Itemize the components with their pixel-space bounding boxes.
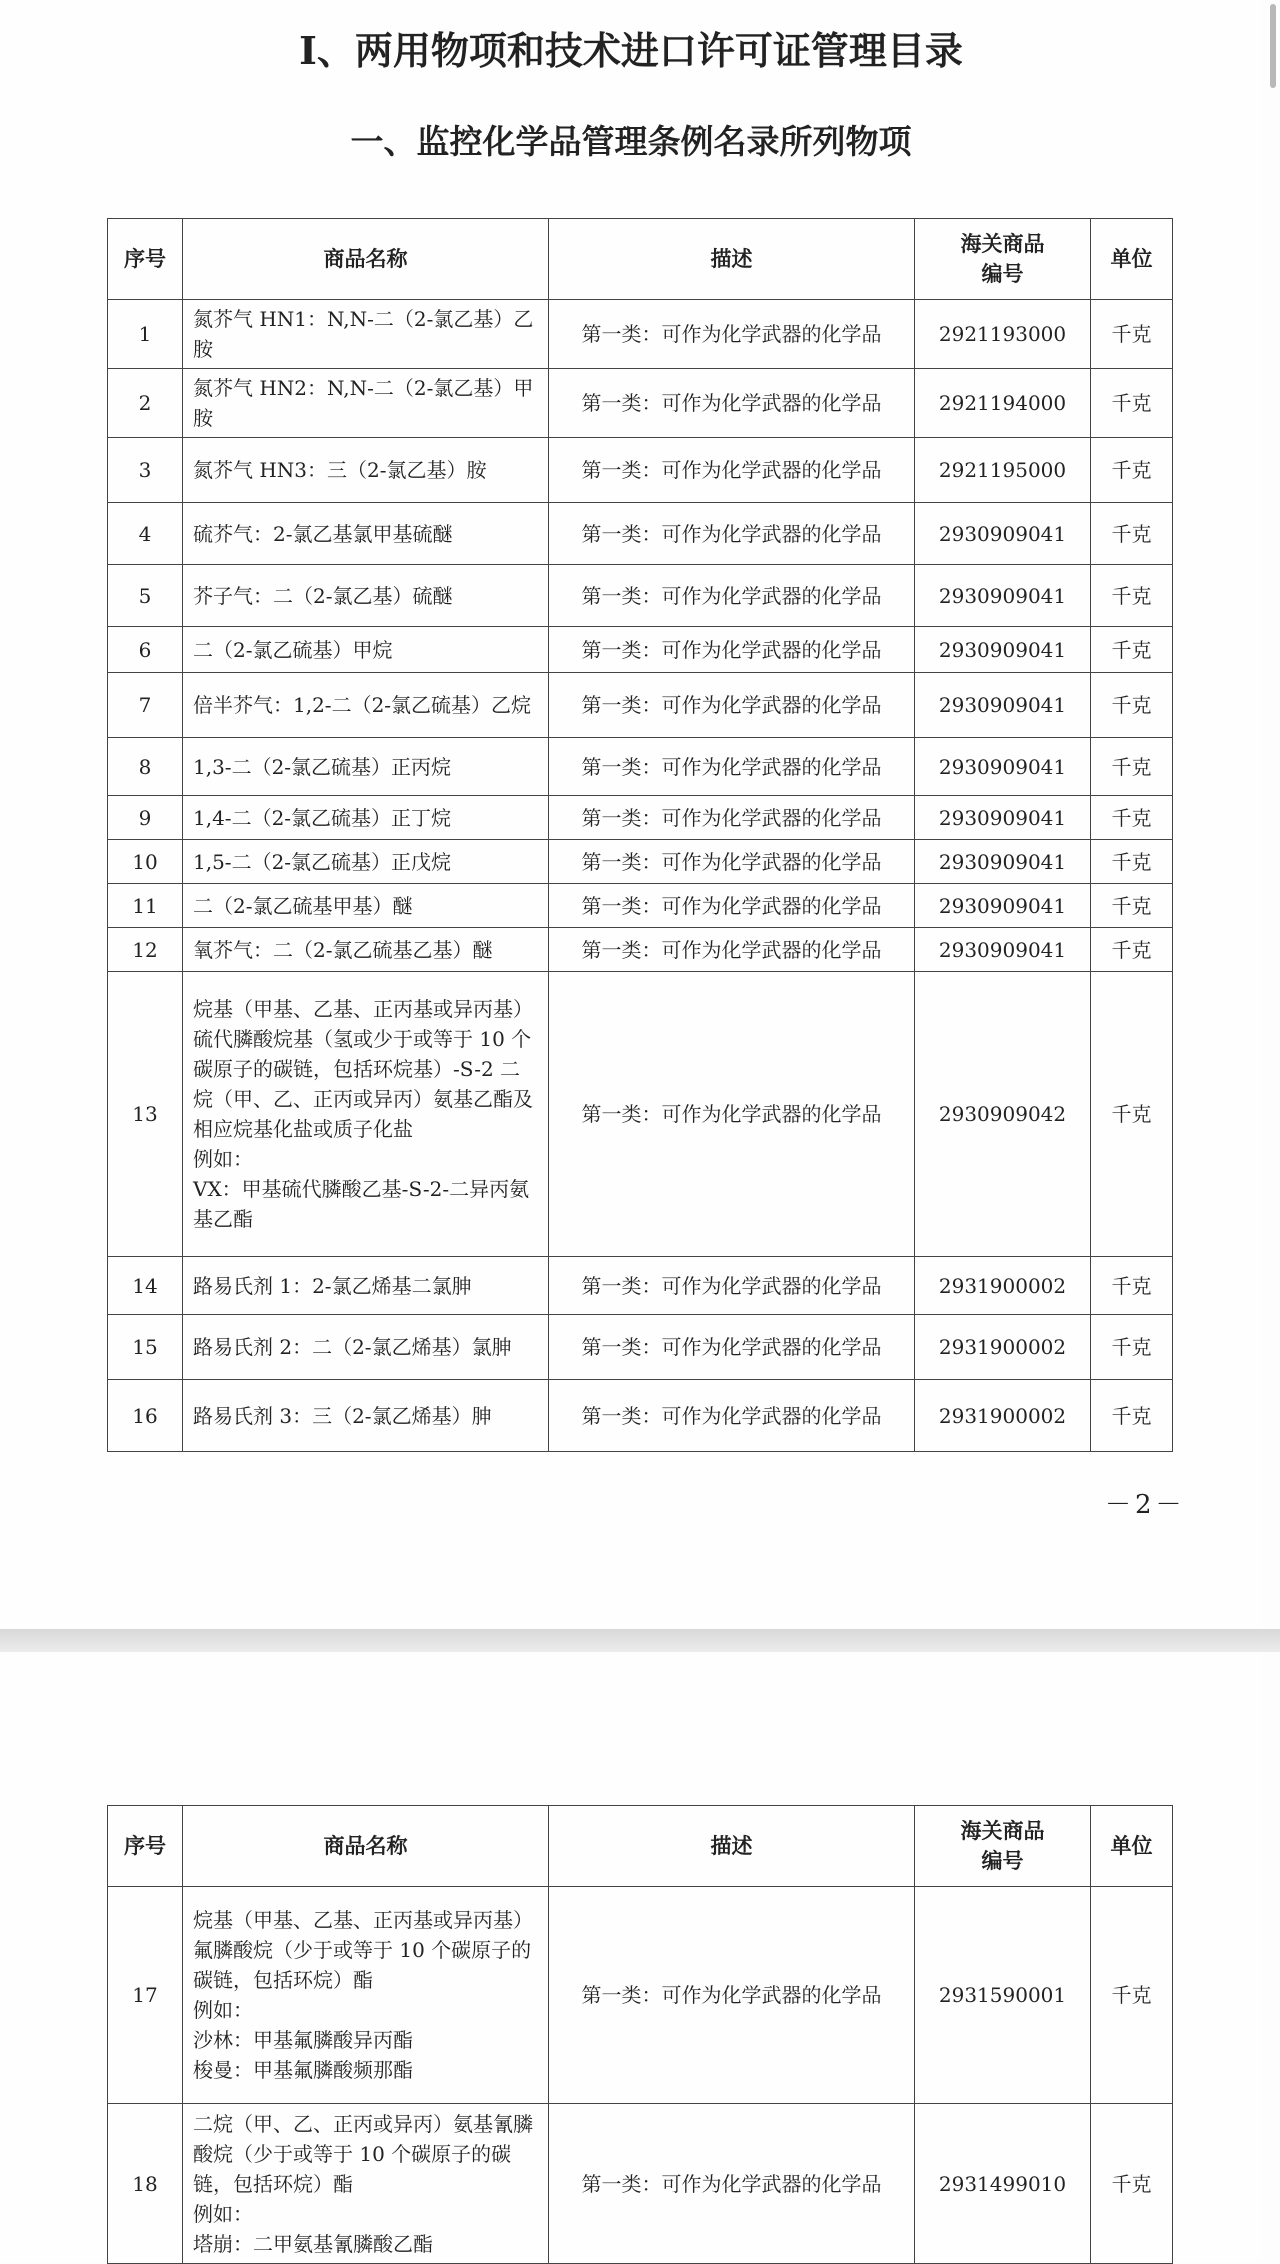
item-name: 烷基（甲基、乙基、正丙基或异丙基）氟膦酸烷（少于或等于 10 个碳原子的碳链，包括环烷）酯 例如： 沙林：甲基氟膦酸异丙酯 梭曼：甲基氟膦酸频那酯 <box>183 1887 549 2104</box>
unit: 千克 <box>1091 738 1173 796</box>
column-header: 单位 <box>1091 219 1173 300</box>
table-row <box>108 2104 1173 2264</box>
table-row <box>108 884 1173 928</box>
table-row <box>108 1887 1173 2104</box>
section-title: 一、监控化学品管理条例名录所列物项 <box>350 122 912 161</box>
row-number: 1 <box>108 300 183 369</box>
customs-code: 2930909041 <box>915 928 1091 972</box>
customs-code: 2930909041 <box>915 738 1091 796</box>
item-name: 路易氏剂 2：二（2-氯乙烯基）氯胂 <box>183 1315 549 1380</box>
item-name: 1,4-二（2-氯乙硫基）正丁烷 <box>183 796 549 840</box>
item-name: 芥子气：二（2-氯乙基）硫醚 <box>183 565 549 627</box>
table-row <box>108 673 1173 738</box>
unit: 千克 <box>1091 840 1173 884</box>
customs-code: 2930909041 <box>915 503 1091 565</box>
item-name: 氧芥气：二（2-氯乙硫基乙基）醚 <box>183 928 549 972</box>
table-row <box>108 796 1173 840</box>
row-number: 7 <box>108 673 183 738</box>
item-description: 第一类：可作为化学武器的化学品 <box>549 1315 915 1380</box>
item-description: 第一类：可作为化学武器的化学品 <box>549 1257 915 1315</box>
customs-code: 2930909042 <box>915 972 1091 1257</box>
unit: 千克 <box>1091 673 1173 738</box>
table-row <box>108 1380 1173 1452</box>
row-number: 18 <box>108 2104 183 2264</box>
column-header: 海关商品 编号 <box>915 219 1091 300</box>
unit: 千克 <box>1091 972 1173 1257</box>
table-row <box>108 565 1173 627</box>
row-number: 13 <box>108 972 183 1257</box>
item-description: 第一类：可作为化学武器的化学品 <box>549 438 915 503</box>
row-number: 5 <box>108 565 183 627</box>
item-name: 烷基（甲基、乙基、正丙基或异丙基）硫代膦酸烷基（氢或少于或等于 10 个碳原子的碳链，包括环烷基）-S-2 二烷（甲、乙、正丙或异丙）氨基乙酯及相应烷基化盐或质子化盐 例如： VX：甲基硫代膦酸乙基-S-2-二异丙氨基乙酯 <box>183 972 549 1257</box>
unit: 千克 <box>1091 438 1173 503</box>
item-name: 路易氏剂 1：2-氯乙烯基二氯胂 <box>183 1257 549 1315</box>
unit: 千克 <box>1091 627 1173 673</box>
item-description: 第一类：可作为化学武器的化学品 <box>549 369 915 438</box>
unit: 千克 <box>1091 1380 1173 1452</box>
unit: 千克 <box>1091 1257 1173 1315</box>
item-description: 第一类：可作为化学武器的化学品 <box>549 503 915 565</box>
unit: 千克 <box>1091 1315 1173 1380</box>
document-title: I、两用物项和技术进口许可证管理目录 <box>299 28 963 73</box>
table-row <box>108 1315 1173 1380</box>
row-number: 9 <box>108 796 183 840</box>
table-row <box>108 369 1173 438</box>
row-number: 17 <box>108 1887 183 2104</box>
item-description: 第一类：可作为化学武器的化学品 <box>549 627 915 673</box>
unit: 千克 <box>1091 1887 1173 2104</box>
unit: 千克 <box>1091 369 1173 438</box>
item-name: 二（2-氯乙硫基甲基）醚 <box>183 884 549 928</box>
customs-code: 2921193000 <box>915 300 1091 369</box>
customs-code: 2930909041 <box>915 565 1091 627</box>
table-row <box>108 928 1173 972</box>
item-name: 氮芥气 HN1：N,N-二（2-氯乙基）乙胺 <box>183 300 549 369</box>
customs-code: 2930909041 <box>915 884 1091 928</box>
item-description: 第一类：可作为化学武器的化学品 <box>549 796 915 840</box>
item-description: 第一类：可作为化学武器的化学品 <box>549 972 915 1257</box>
column-header: 单位 <box>1091 1806 1173 1887</box>
item-name: 路易氏剂 3：三（2-氯乙烯基）胂 <box>183 1380 549 1452</box>
row-number: 6 <box>108 627 183 673</box>
page-number: －2－ <box>1105 1490 1186 1520</box>
row-number: 3 <box>108 438 183 503</box>
item-name: 1,5-二（2-氯乙硫基）正戊烷 <box>183 840 549 884</box>
column-header: 序号 <box>108 219 183 300</box>
customs-code: 2921194000 <box>915 369 1091 438</box>
item-name: 氮芥气 HN2：N,N-二（2-氯乙基）甲胺 <box>183 369 549 438</box>
unit: 千克 <box>1091 928 1173 972</box>
column-header: 商品名称 <box>183 1806 549 1887</box>
table-row <box>108 972 1173 1257</box>
table-row <box>108 300 1173 369</box>
row-number: 2 <box>108 369 183 438</box>
item-description: 第一类：可作为化学武器的化学品 <box>549 300 915 369</box>
item-description: 第一类：可作为化学武器的化学品 <box>549 1380 915 1452</box>
customs-code: 2931900002 <box>915 1380 1091 1452</box>
item-description: 第一类：可作为化学武器的化学品 <box>549 565 915 627</box>
item-name: 倍半芥气：1,2-二（2-氯乙硫基）乙烷 <box>183 673 549 738</box>
customs-code: 2930909041 <box>915 627 1091 673</box>
customs-code: 2930909041 <box>915 796 1091 840</box>
customs-code: 2931499010 <box>915 2104 1091 2264</box>
row-number: 14 <box>108 1257 183 1315</box>
item-name: 硫芥气：2-氯乙基氯甲基硫醚 <box>183 503 549 565</box>
unit: 千克 <box>1091 2104 1173 2264</box>
unit: 千克 <box>1091 300 1173 369</box>
scrollbar[interactable] <box>1270 4 1276 88</box>
table-row <box>108 1257 1173 1315</box>
customs-code: 2931590001 <box>915 1887 1091 2104</box>
column-header: 描述 <box>549 219 915 300</box>
column-header: 描述 <box>549 1806 915 1887</box>
row-number: 15 <box>108 1315 183 1380</box>
row-number: 4 <box>108 503 183 565</box>
customs-code: 2931900002 <box>915 1257 1091 1315</box>
document-page-2 <box>0 1652 1262 2261</box>
column-header: 海关商品 编号 <box>915 1806 1091 1887</box>
item-description: 第一类：可作为化学武器的化学品 <box>549 928 915 972</box>
row-number: 8 <box>108 738 183 796</box>
table-row <box>108 738 1173 796</box>
items-table-page-2 <box>107 1805 1173 2264</box>
item-name: 二（2-氯乙硫基）甲烷 <box>183 627 549 673</box>
item-description: 第一类：可作为化学武器的化学品 <box>549 1887 915 2104</box>
row-number: 12 <box>108 928 183 972</box>
unit: 千克 <box>1091 503 1173 565</box>
unit: 千克 <box>1091 796 1173 840</box>
item-description: 第一类：可作为化学武器的化学品 <box>549 738 915 796</box>
item-description: 第一类：可作为化学武器的化学品 <box>549 673 915 738</box>
unit: 千克 <box>1091 565 1173 627</box>
page-separator <box>0 1629 1280 1652</box>
item-name: 1,3-二（2-氯乙硫基）正丙烷 <box>183 738 549 796</box>
customs-code: 2930909041 <box>915 840 1091 884</box>
item-description: 第一类：可作为化学武器的化学品 <box>549 840 915 884</box>
items-table-page-1 <box>107 218 1173 1452</box>
column-header: 商品名称 <box>183 219 549 300</box>
item-name: 氮芥气 HN3：三（2-氯乙基）胺 <box>183 438 549 503</box>
item-name: 二烷（甲、乙、正丙或异丙）氨基氰膦酸烷（少于或等于 10 个碳原子的碳链，包括环烷）酯 例如： 塔崩：二甲氨基氰膦酸乙酯 <box>183 2104 549 2264</box>
item-description: 第一类：可作为化学武器的化学品 <box>549 884 915 928</box>
column-header: 序号 <box>108 1806 183 1887</box>
item-description: 第一类：可作为化学武器的化学品 <box>549 2104 915 2264</box>
customs-code: 2931900002 <box>915 1315 1091 1380</box>
customs-code: 2930909041 <box>915 673 1091 738</box>
unit: 千克 <box>1091 884 1173 928</box>
table-row <box>108 503 1173 565</box>
row-number: 16 <box>108 1380 183 1452</box>
table-row <box>108 438 1173 503</box>
row-number: 10 <box>108 840 183 884</box>
table-row <box>108 840 1173 884</box>
row-number: 11 <box>108 884 183 928</box>
customs-code: 2921195000 <box>915 438 1091 503</box>
table-row <box>108 627 1173 673</box>
